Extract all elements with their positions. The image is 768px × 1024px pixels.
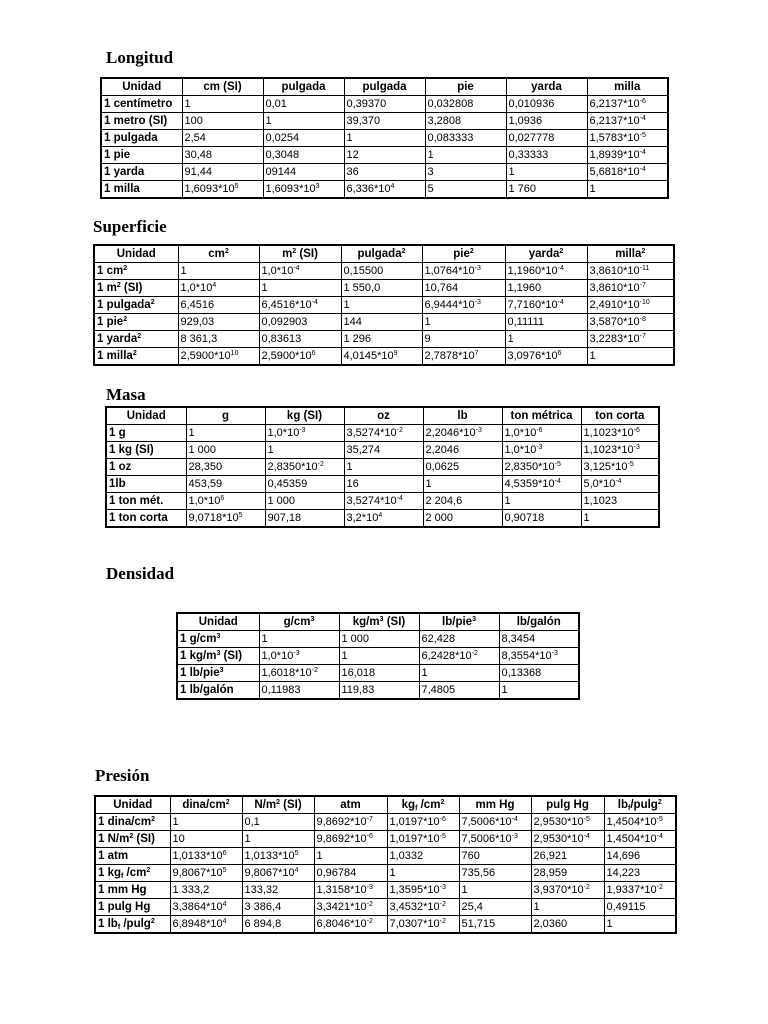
table-row: [95, 848, 676, 865]
table-cell: 453,59: [186, 476, 265, 493]
row-label: 1 $g/cm^3$: [177, 631, 259, 648]
column-header-milla: milla: [587, 78, 668, 96]
table-cell: 0,0254: [263, 130, 344, 147]
table-cell: $3,0976*10^6$: [505, 348, 587, 366]
row-label: 1 pulgada$^2$: [94, 297, 178, 314]
table-cell: 1: [387, 865, 459, 882]
row-label: 1 pulg Hg: [95, 899, 170, 916]
table-cell: $1,9337*10^{-2}$: [604, 882, 676, 899]
table-cell: 0,1: [242, 814, 314, 831]
table-cell: 3,2808: [425, 113, 506, 130]
header-row: [94, 245, 674, 263]
table-cell: 119,83: [339, 682, 419, 700]
table-cell: $7,5006*10^{-4}$: [459, 814, 531, 831]
table-cell: $1,0*10^6$: [186, 493, 265, 510]
table-cell: 1 296: [341, 331, 422, 348]
table-row: [106, 425, 659, 442]
table-cell: 1: [314, 848, 387, 865]
column-header-kg-m3-si: $kg/m^3$ (SI): [339, 613, 419, 631]
column-header-cm-si: cm (SI): [182, 78, 263, 96]
table-cell: 1,0936: [506, 113, 587, 130]
table-cell: $1,1023*10^{-3}$: [581, 442, 659, 459]
table-row: [94, 263, 674, 280]
column-header-pulgada: pulgada: [263, 78, 344, 96]
table-cell: 1: [419, 665, 499, 682]
table-cell: $7,0307*10^{-2}$: [387, 916, 459, 934]
table-longitud: [100, 77, 669, 199]
row-label: 1 centímetro: [101, 96, 182, 113]
table-cell: $1,0133*10^5$: [242, 848, 314, 865]
row-label: 1 metro (SI): [101, 113, 182, 130]
table-cell: 10: [170, 831, 242, 848]
table-cell: 0,45359: [265, 476, 344, 493]
table-cell: 1: [341, 297, 422, 314]
table-cell: $9,8692*10^{-6}$: [314, 831, 387, 848]
column-header-pie2: pie$^2$: [422, 245, 505, 263]
table-cell: $6,336*10^4$: [344, 181, 425, 199]
table-cell: 0,092903: [259, 314, 341, 331]
table-cell: 1: [581, 510, 659, 528]
row-label: 1lb: [106, 476, 186, 493]
table-cell: 1,1023: [581, 493, 659, 510]
column-header-unidad: Unidad: [95, 796, 170, 814]
table-row: [95, 899, 676, 916]
table-densidad: [176, 612, 580, 700]
table-cell: $3,9370*10^{-2}$: [531, 882, 604, 899]
table-cell: 62,428: [419, 631, 499, 648]
table-cell: $2,5900*10^6$: [259, 348, 341, 366]
table-cell: $1,1960*10^{-4}$: [505, 263, 587, 280]
table-cell: $7,5006*10^{-3}$: [459, 831, 531, 848]
column-header-lb-pie3: lb/pie$^3$: [419, 613, 499, 631]
table-row: [94, 348, 674, 366]
header-row: [106, 407, 659, 425]
header-row: [101, 78, 668, 96]
table-cell: 2,2046: [423, 442, 502, 459]
row-label: 1 $N/m^2$ (SI): [95, 831, 170, 848]
row-label: 1 pie$^2$: [94, 314, 178, 331]
row-label: 1 g: [106, 425, 186, 442]
row-label: 1 yarda$^2$: [94, 331, 178, 348]
table-row: [95, 865, 676, 882]
table-row: [177, 631, 579, 648]
table-cell: $3,125*10^{-5}$: [581, 459, 659, 476]
table-cell: 1: [587, 348, 674, 366]
table-cell: 28,350: [186, 459, 265, 476]
table-cell: 14,223: [604, 865, 676, 882]
column-header-cm2: $cm^2$: [178, 245, 259, 263]
table-cell: 6,4516: [178, 297, 259, 314]
table-cell: 12: [344, 147, 425, 164]
column-header-lb-galón: lb/galón: [499, 613, 579, 631]
table-row: [106, 459, 659, 476]
table-row: [101, 181, 668, 199]
row-label: 1 lb/galón: [177, 682, 259, 700]
table-row: [177, 648, 579, 665]
table-cell: $6,2137*10^{-4}$: [587, 113, 668, 130]
table-cell: 51,715: [459, 916, 531, 934]
row-label: 1 lb/pie$^3$: [177, 665, 259, 682]
table-cell: 1 000: [265, 493, 344, 510]
table-cell: 1: [259, 280, 341, 297]
table-cell: 7,4805: [419, 682, 499, 700]
table-cell: 0,01: [263, 96, 344, 113]
table-cell: 30,48: [182, 147, 263, 164]
table-cell: 3 386,4: [242, 899, 314, 916]
column-header-lb: lb: [423, 407, 502, 425]
column-header-ton-corta: ton corta: [581, 407, 659, 425]
table-cell: 36: [344, 164, 425, 181]
table-row: [177, 682, 579, 700]
table-cell: 0,0625: [423, 459, 502, 476]
table-cell: 28,959: [531, 865, 604, 882]
column-header-yarda: yarda: [506, 78, 587, 96]
row-label: 1 yarda: [101, 164, 182, 181]
table-cell: $5,0*10^{-4}$: [581, 476, 659, 493]
table-row: [177, 665, 579, 682]
column-header-unidad: Unidad: [177, 613, 259, 631]
column-header-kgf-cm2: $kg_f$ $/cm^2$: [387, 796, 459, 814]
row-label: 1 mm Hg: [95, 882, 170, 899]
table-cell: 16: [344, 476, 423, 493]
table-cell: 0,032808: [425, 96, 506, 113]
table-cell: 39,370: [344, 113, 425, 130]
table-cell: $2,7878*10^7$: [422, 348, 505, 366]
table-cell: 0,083333: [425, 130, 506, 147]
column-header-dina-cm2: dina/$cm^2$: [170, 796, 242, 814]
table-cell: $1,0*10^{-6}$: [502, 425, 581, 442]
table-cell: $3,3421*10^{-2}$: [314, 899, 387, 916]
column-header-pulgada: pulgada: [344, 78, 425, 96]
table-cell: $2,2046*10^{-3}$: [423, 425, 502, 442]
row-label: 1 ton corta: [106, 510, 186, 528]
column-header-unidad: Unidad: [94, 245, 178, 263]
table-cell: $1,0197*10^{-6}$: [387, 814, 459, 831]
table-cell: 16,018: [339, 665, 419, 682]
table-cell: $3,4532*10^{-2}$: [387, 899, 459, 916]
table-row: [94, 314, 674, 331]
table-cell: 9: [422, 331, 505, 348]
section-title-densidad: Densidad: [106, 564, 175, 583]
table-cell: 1: [242, 831, 314, 848]
table-cell: $4,0145*10^9$: [341, 348, 422, 366]
table-row: [94, 280, 674, 297]
table-presion: [94, 795, 677, 934]
table-cell: $1,6018*10^{-2}$: [259, 665, 339, 682]
table-cell: $2,4910*10^{-10}$: [587, 297, 674, 314]
table-row: [101, 164, 668, 181]
table-row: [101, 130, 668, 147]
table-cell: 1: [505, 331, 587, 348]
column-header-pulgada2: pulgada$^2$: [341, 245, 422, 263]
table-row: [106, 510, 659, 528]
table-cell: 25,4: [459, 899, 531, 916]
table-row: [106, 476, 659, 493]
table-cell: $1,0*10^{-3}$: [502, 442, 581, 459]
table-cell: 1: [339, 648, 419, 665]
table-row: [95, 814, 676, 831]
table-cell: $1,4504*10^{-4}$: [604, 831, 676, 848]
table-cell: $9,8067*10^4$: [242, 865, 314, 882]
table-cell: 1,1960: [505, 280, 587, 297]
table-masa: [105, 406, 660, 528]
table-cell: 2,54: [182, 130, 263, 147]
row-label: 1 atm: [95, 848, 170, 865]
table-cell: 1: [170, 814, 242, 831]
row-label: 1 $kg_f$ $/cm^2$: [95, 865, 170, 882]
table-cell: 8,3454: [499, 631, 579, 648]
table-cell: $1,6093*10^3$: [263, 181, 344, 199]
header-row: [95, 796, 676, 814]
table-cell: 1 760: [506, 181, 587, 199]
row-label: 1 dina/$cm^2$: [95, 814, 170, 831]
table-cell: $1,5783*10^{-5}$: [587, 130, 668, 147]
table-cell: 1: [178, 263, 259, 280]
table-cell: 0,49115: [604, 899, 676, 916]
column-header-unidad: Unidad: [101, 78, 182, 96]
table-cell: 1: [186, 425, 265, 442]
table-cell: 1 333,2: [170, 882, 242, 899]
table-cell: 0,11983: [259, 682, 339, 700]
table-cell: $3,5274*10^{-2}$: [344, 425, 423, 442]
table-cell: $8,3554*10^{-3}$: [499, 648, 579, 665]
table-cell: $1,4504*10^{-5}$: [604, 814, 676, 831]
table-cell: 1: [425, 147, 506, 164]
table-cell: 8 361,3: [178, 331, 259, 348]
table-cell: $3,5870*10^{-8}$: [587, 314, 674, 331]
table-cell: 1: [531, 899, 604, 916]
table-cell: 2 000: [423, 510, 502, 528]
table-cell: 0,83613: [259, 331, 341, 348]
column-header-atm: atm: [314, 796, 387, 814]
table-cell: $1,3158*10^{-3}$: [314, 882, 387, 899]
table-cell: 1: [259, 631, 339, 648]
section-title-presion: Presión: [95, 766, 150, 785]
table-cell: $1,0*10^{-3}$: [259, 648, 339, 665]
table-cell: $6,2428*10^{-2}$: [419, 648, 499, 665]
table-cell: 735,56: [459, 865, 531, 882]
table-cell: 0,11111: [505, 314, 587, 331]
table-cell: 09144: [263, 164, 344, 181]
row-label: 1 pulgada: [101, 130, 182, 147]
table-cell: $1,0133*10^6$: [170, 848, 242, 865]
table-row: [94, 297, 674, 314]
column-header-oz: oz: [344, 407, 423, 425]
table-cell: 1: [265, 442, 344, 459]
table-cell: $2,9530*10^{-5}$: [531, 814, 604, 831]
table-cell: 6 894,8: [242, 916, 314, 934]
table-cell: 1: [459, 882, 531, 899]
table-cell: 100: [182, 113, 263, 130]
table-cell: $6,9444*10^{-3}$: [422, 297, 505, 314]
table-cell: $1,0764*10^{-3}$: [422, 263, 505, 280]
table-row: [101, 96, 668, 113]
table-cell: $2,9530*10^{-4}$: [531, 831, 604, 848]
row-label: 1 $cm^2$: [94, 263, 178, 280]
table-row: [95, 916, 676, 934]
table-row: [101, 113, 668, 130]
table-cell: 1,0332: [387, 848, 459, 865]
table-cell: $3,5274*10^{-4}$: [344, 493, 423, 510]
table-cell: 0,96784: [314, 865, 387, 882]
table-cell: $1,6093*10^5$: [182, 181, 263, 199]
table-cell: $1,0197*10^{-5}$: [387, 831, 459, 848]
table-cell: 1: [422, 314, 505, 331]
column-header-kg-si: kg (SI): [265, 407, 344, 425]
table-cell: $1,8939*10^{-4}$: [587, 147, 668, 164]
table-cell: $2,8350*10^{-5}$: [502, 459, 581, 476]
table-cell: 91,44: [182, 164, 263, 181]
table-cell: 0,33333: [506, 147, 587, 164]
section-title-masa: Masa: [106, 385, 146, 404]
table-row: [106, 442, 659, 459]
table-cell: $9,8067*10^5$: [170, 865, 242, 882]
column-header-milla2: milla$^2$: [587, 245, 674, 263]
column-header-g-cm3: $g/cm^3$: [259, 613, 339, 631]
column-header-pie: pie: [425, 78, 506, 96]
table-cell: 1: [587, 181, 668, 199]
row-label: 1 milla: [101, 181, 182, 199]
table-cell: 1 000: [339, 631, 419, 648]
table-cell: $7,7160*10^{-4}$: [505, 297, 587, 314]
row-label: 1 kg (SI): [106, 442, 186, 459]
table-cell: 0,3048: [263, 147, 344, 164]
row-label: 1 ton mét.: [106, 493, 186, 510]
row-label: 1 pie: [101, 147, 182, 164]
table-cell: 133,32: [242, 882, 314, 899]
table-cell: 907,18: [265, 510, 344, 528]
table-cell: $1,1023*10^{-6}$: [581, 425, 659, 442]
table-cell: 929,03: [178, 314, 259, 331]
table-cell: 144: [341, 314, 422, 331]
table-cell: $3,3864*10^4$: [170, 899, 242, 916]
table-cell: $3,8610*10^{-7}$: [587, 280, 674, 297]
section-title-longitud: Longitud: [106, 48, 174, 67]
table-cell: $6,4516*10^{-4}$: [259, 297, 341, 314]
column-header-yarda2: yarda$^2$: [505, 245, 587, 263]
table-cell: 1 550,0: [341, 280, 422, 297]
table-cell: $1,0*10^4$: [178, 280, 259, 297]
table-row: [94, 331, 674, 348]
table-cell: 1: [502, 493, 581, 510]
table-cell: 1 000: [186, 442, 265, 459]
table-cell: 3: [425, 164, 506, 181]
table-cell: $4,5359*10^{-4}$: [502, 476, 581, 493]
column-header-g: g: [186, 407, 265, 425]
table-cell: 2 204,6: [423, 493, 502, 510]
table-cell: $1,0*10^{-4}$: [259, 263, 341, 280]
row-label: 1 $lb_f$ /pulg$^2$: [95, 916, 170, 934]
column-header-unidad: Unidad: [106, 407, 186, 425]
table-cell: $1,0*10^{-3}$: [265, 425, 344, 442]
column-header-lbf-pulg2: $lb_f/pulg^2$: [604, 796, 676, 814]
table-cell: 1: [182, 96, 263, 113]
table-cell: 0,13368: [499, 665, 579, 682]
table-cell: $2,5900*10^{10}$: [178, 348, 259, 366]
table-cell: 10,764: [422, 280, 505, 297]
row-label: 1 $kg/m^3$ (SI): [177, 648, 259, 665]
table-cell: 0,027778: [506, 130, 587, 147]
table-cell: $6,8046*10^{-2}$: [314, 916, 387, 934]
table-row: [101, 147, 668, 164]
table-row: [106, 493, 659, 510]
table-cell: 760: [459, 848, 531, 865]
table-superficie: [93, 244, 675, 366]
table-cell: 1: [499, 682, 579, 700]
table-cell: $3,2*10^4$: [344, 510, 423, 528]
table-cell: $3,2283*10^{-7}$: [587, 331, 674, 348]
table-cell: 1: [344, 130, 425, 147]
table-cell: 14,696: [604, 848, 676, 865]
table-cell: 35,274: [344, 442, 423, 459]
row-label: 1 oz: [106, 459, 186, 476]
table-row: [95, 831, 676, 848]
table-cell: $3,8610*10^{-11}$: [587, 263, 674, 280]
table-cell: $9,0718*10^5$: [186, 510, 265, 528]
table-cell: $2,8350*10^{-2}$: [265, 459, 344, 476]
table-cell: $9,8692*10^{-7}$: [314, 814, 387, 831]
table-cell: 1: [506, 164, 587, 181]
header-row: [177, 613, 579, 631]
column-header-pulg-hg: pulg Hg: [531, 796, 604, 814]
column-header-ton-métrica: ton métrica: [502, 407, 581, 425]
column-header-mm-hg: mm Hg: [459, 796, 531, 814]
table-cell: 1: [604, 916, 676, 934]
section-title-superficie: Superficie: [93, 217, 167, 236]
row-label: 1 $m^2$ (SI): [94, 280, 178, 297]
table-cell: 2,0360: [531, 916, 604, 934]
table-cell: $6,8948*10^4$: [170, 916, 242, 934]
row-label: 1 milla$^2$: [94, 348, 178, 366]
table-cell: $5,6818*10^{-4}$: [587, 164, 668, 181]
table-cell: 1: [423, 476, 502, 493]
table-cell: $6,2137*10^{-6}$: [587, 96, 668, 113]
table-cell: 5: [425, 181, 506, 199]
table-cell: $1,3595*10^{-3}$: [387, 882, 459, 899]
table-row: [95, 882, 676, 899]
column-header-n-m2-si: $N/m^2$ (SI): [242, 796, 314, 814]
table-cell: 26,921: [531, 848, 604, 865]
table-cell: 0,15500: [341, 263, 422, 280]
table-cell: 0,010936: [506, 96, 587, 113]
table-cell: 1: [344, 459, 423, 476]
table-cell: 0,39370: [344, 96, 425, 113]
table-cell: 0,90718: [502, 510, 581, 528]
table-cell: 1: [263, 113, 344, 130]
column-header-m2-si: $m^2$ (SI): [259, 245, 341, 263]
